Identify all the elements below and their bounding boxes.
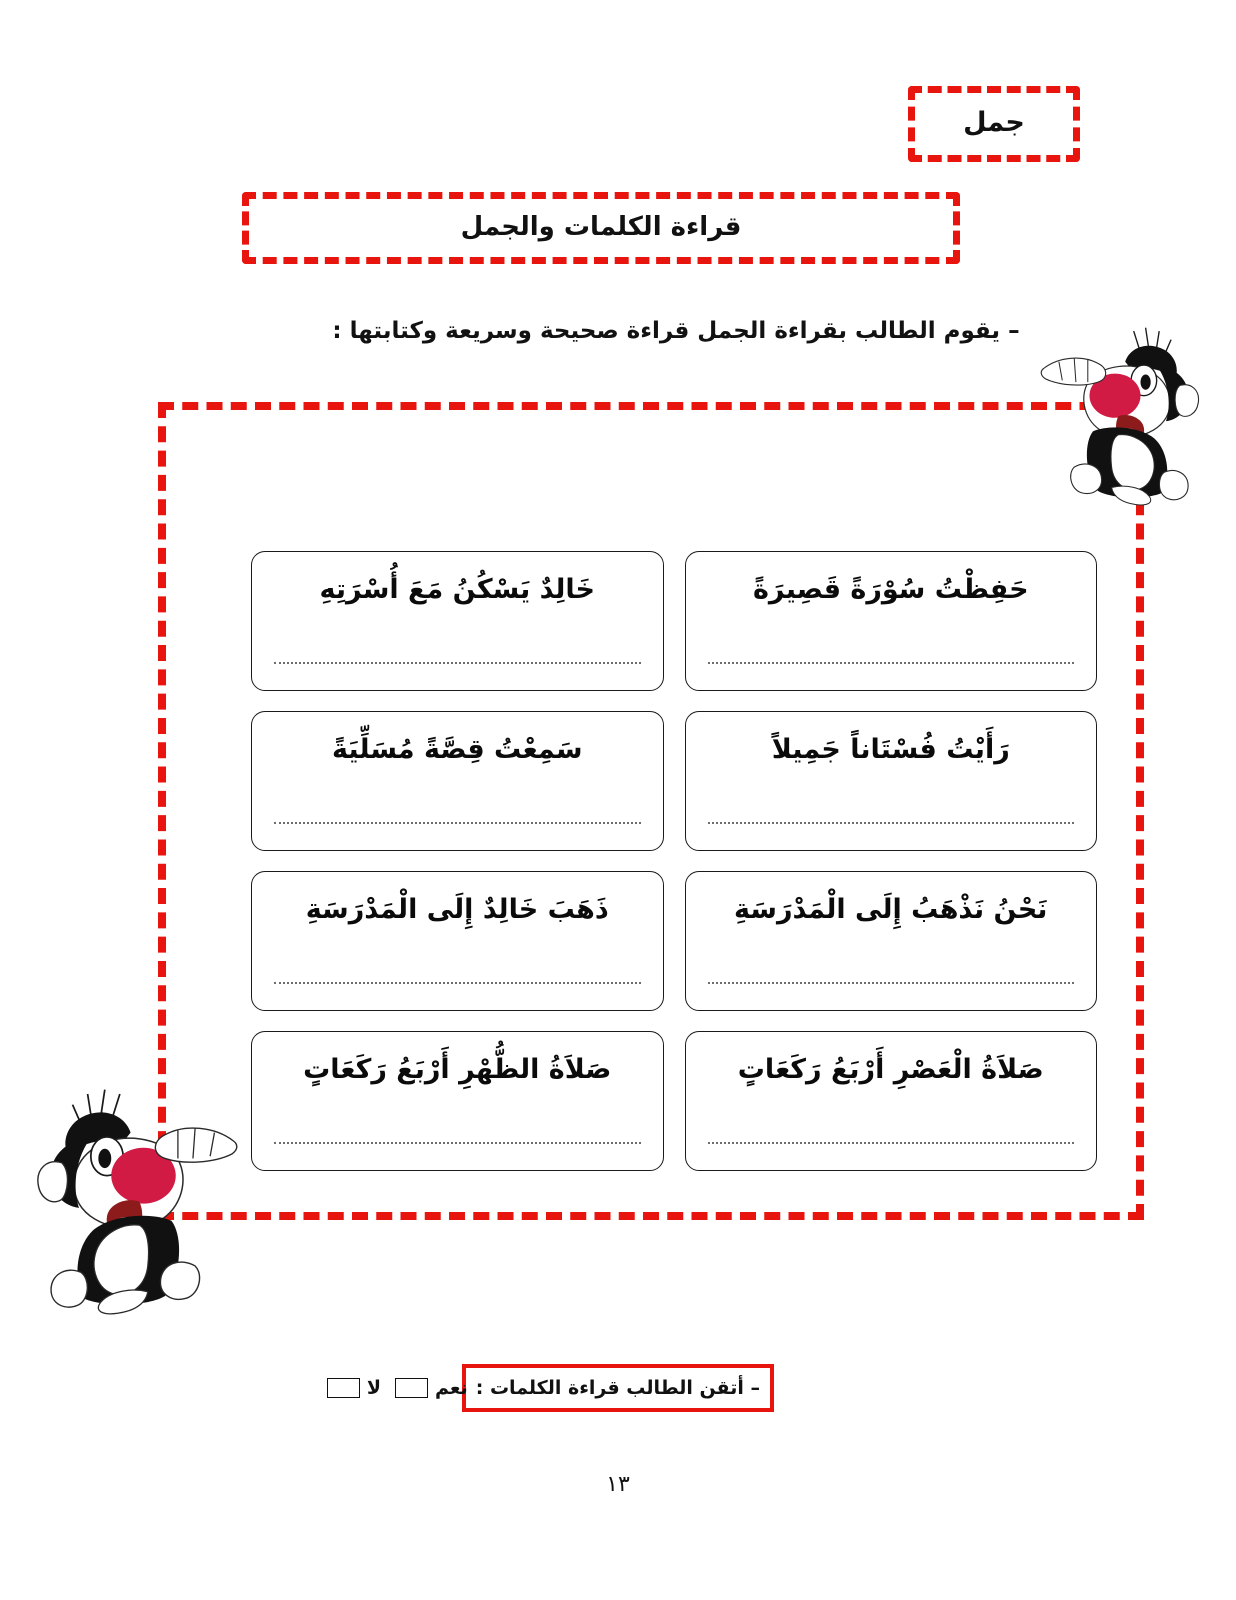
sentence-text: صَلاَةُ الْعَصْرِ أَرْبَعُ رَكَعَاتٍ <box>737 1054 1044 1085</box>
sentence-card <box>251 551 664 691</box>
sentence-text: رَأَيْتُ فُسْتَاناً جَمِيلاً <box>771 734 1010 765</box>
assessment-no-label: لا <box>366 1377 381 1399</box>
sentence-text: حَفِظْتُ سُوْرَةً قَصِيرَةً <box>752 574 1029 605</box>
sentence-card <box>251 871 664 1011</box>
assessment-yes-checkbox[interactable] <box>395 1378 428 1398</box>
assessment-no-checkbox[interactable] <box>327 1378 360 1398</box>
assessment-option-yes[interactable] <box>395 1377 468 1399</box>
writing-line[interactable] <box>274 662 641 664</box>
sentence-card <box>251 1031 664 1171</box>
page-number: ١٣ <box>606 1472 630 1497</box>
sentence-card <box>685 871 1098 1011</box>
writing-line[interactable] <box>708 822 1075 824</box>
assessment-yes-label: نعم <box>434 1377 468 1399</box>
page-title: قراءة الكلمات والجمل <box>460 211 742 242</box>
sentence-text: صَلاَةُ الظُّهْرِ أَرْبَعُ رَكَعَاتٍ <box>303 1054 612 1085</box>
sentence-card <box>685 551 1098 691</box>
sentence-text: سَمِعْتُ قِصَّةً مُسَلِّيَةً <box>331 734 583 765</box>
writing-line[interactable] <box>708 662 1075 664</box>
writing-line[interactable] <box>708 1142 1075 1144</box>
instruction-text: – يقوم الطالب بقراءة الجمل قراءة صحيحة وسريعة وكتابتها : <box>332 318 1020 344</box>
sentence-card <box>251 711 664 851</box>
assessment-option-no[interactable] <box>327 1377 381 1399</box>
writing-line[interactable] <box>274 822 641 824</box>
sentence-text: نَحْنُ نَذْهَبُ إِلَى الْمَدْرَسَةِ <box>734 894 1048 925</box>
title-band <box>242 192 960 264</box>
sentence-cards-grid <box>251 551 1097 1171</box>
writing-line[interactable] <box>274 1142 641 1144</box>
topic-chip <box>908 86 1080 162</box>
writing-line[interactable] <box>274 982 641 984</box>
sentence-text: خَالِدٌ يَسْكُنُ مَعَ أُسْرَتِهِ <box>319 574 595 605</box>
sentence-card <box>685 1031 1098 1171</box>
writing-line[interactable] <box>708 982 1075 984</box>
assessment-question: – أتقن الطالب قراءة الكلمات : <box>475 1377 760 1399</box>
assessment-bar <box>366 1364 774 1412</box>
sentence-text: ذَهَبَ خَالِدٌ إِلَى الْمَدْرَسَةِ <box>305 894 609 925</box>
sentence-card <box>685 711 1098 851</box>
topic-chip-label: جمل <box>963 106 1025 138</box>
